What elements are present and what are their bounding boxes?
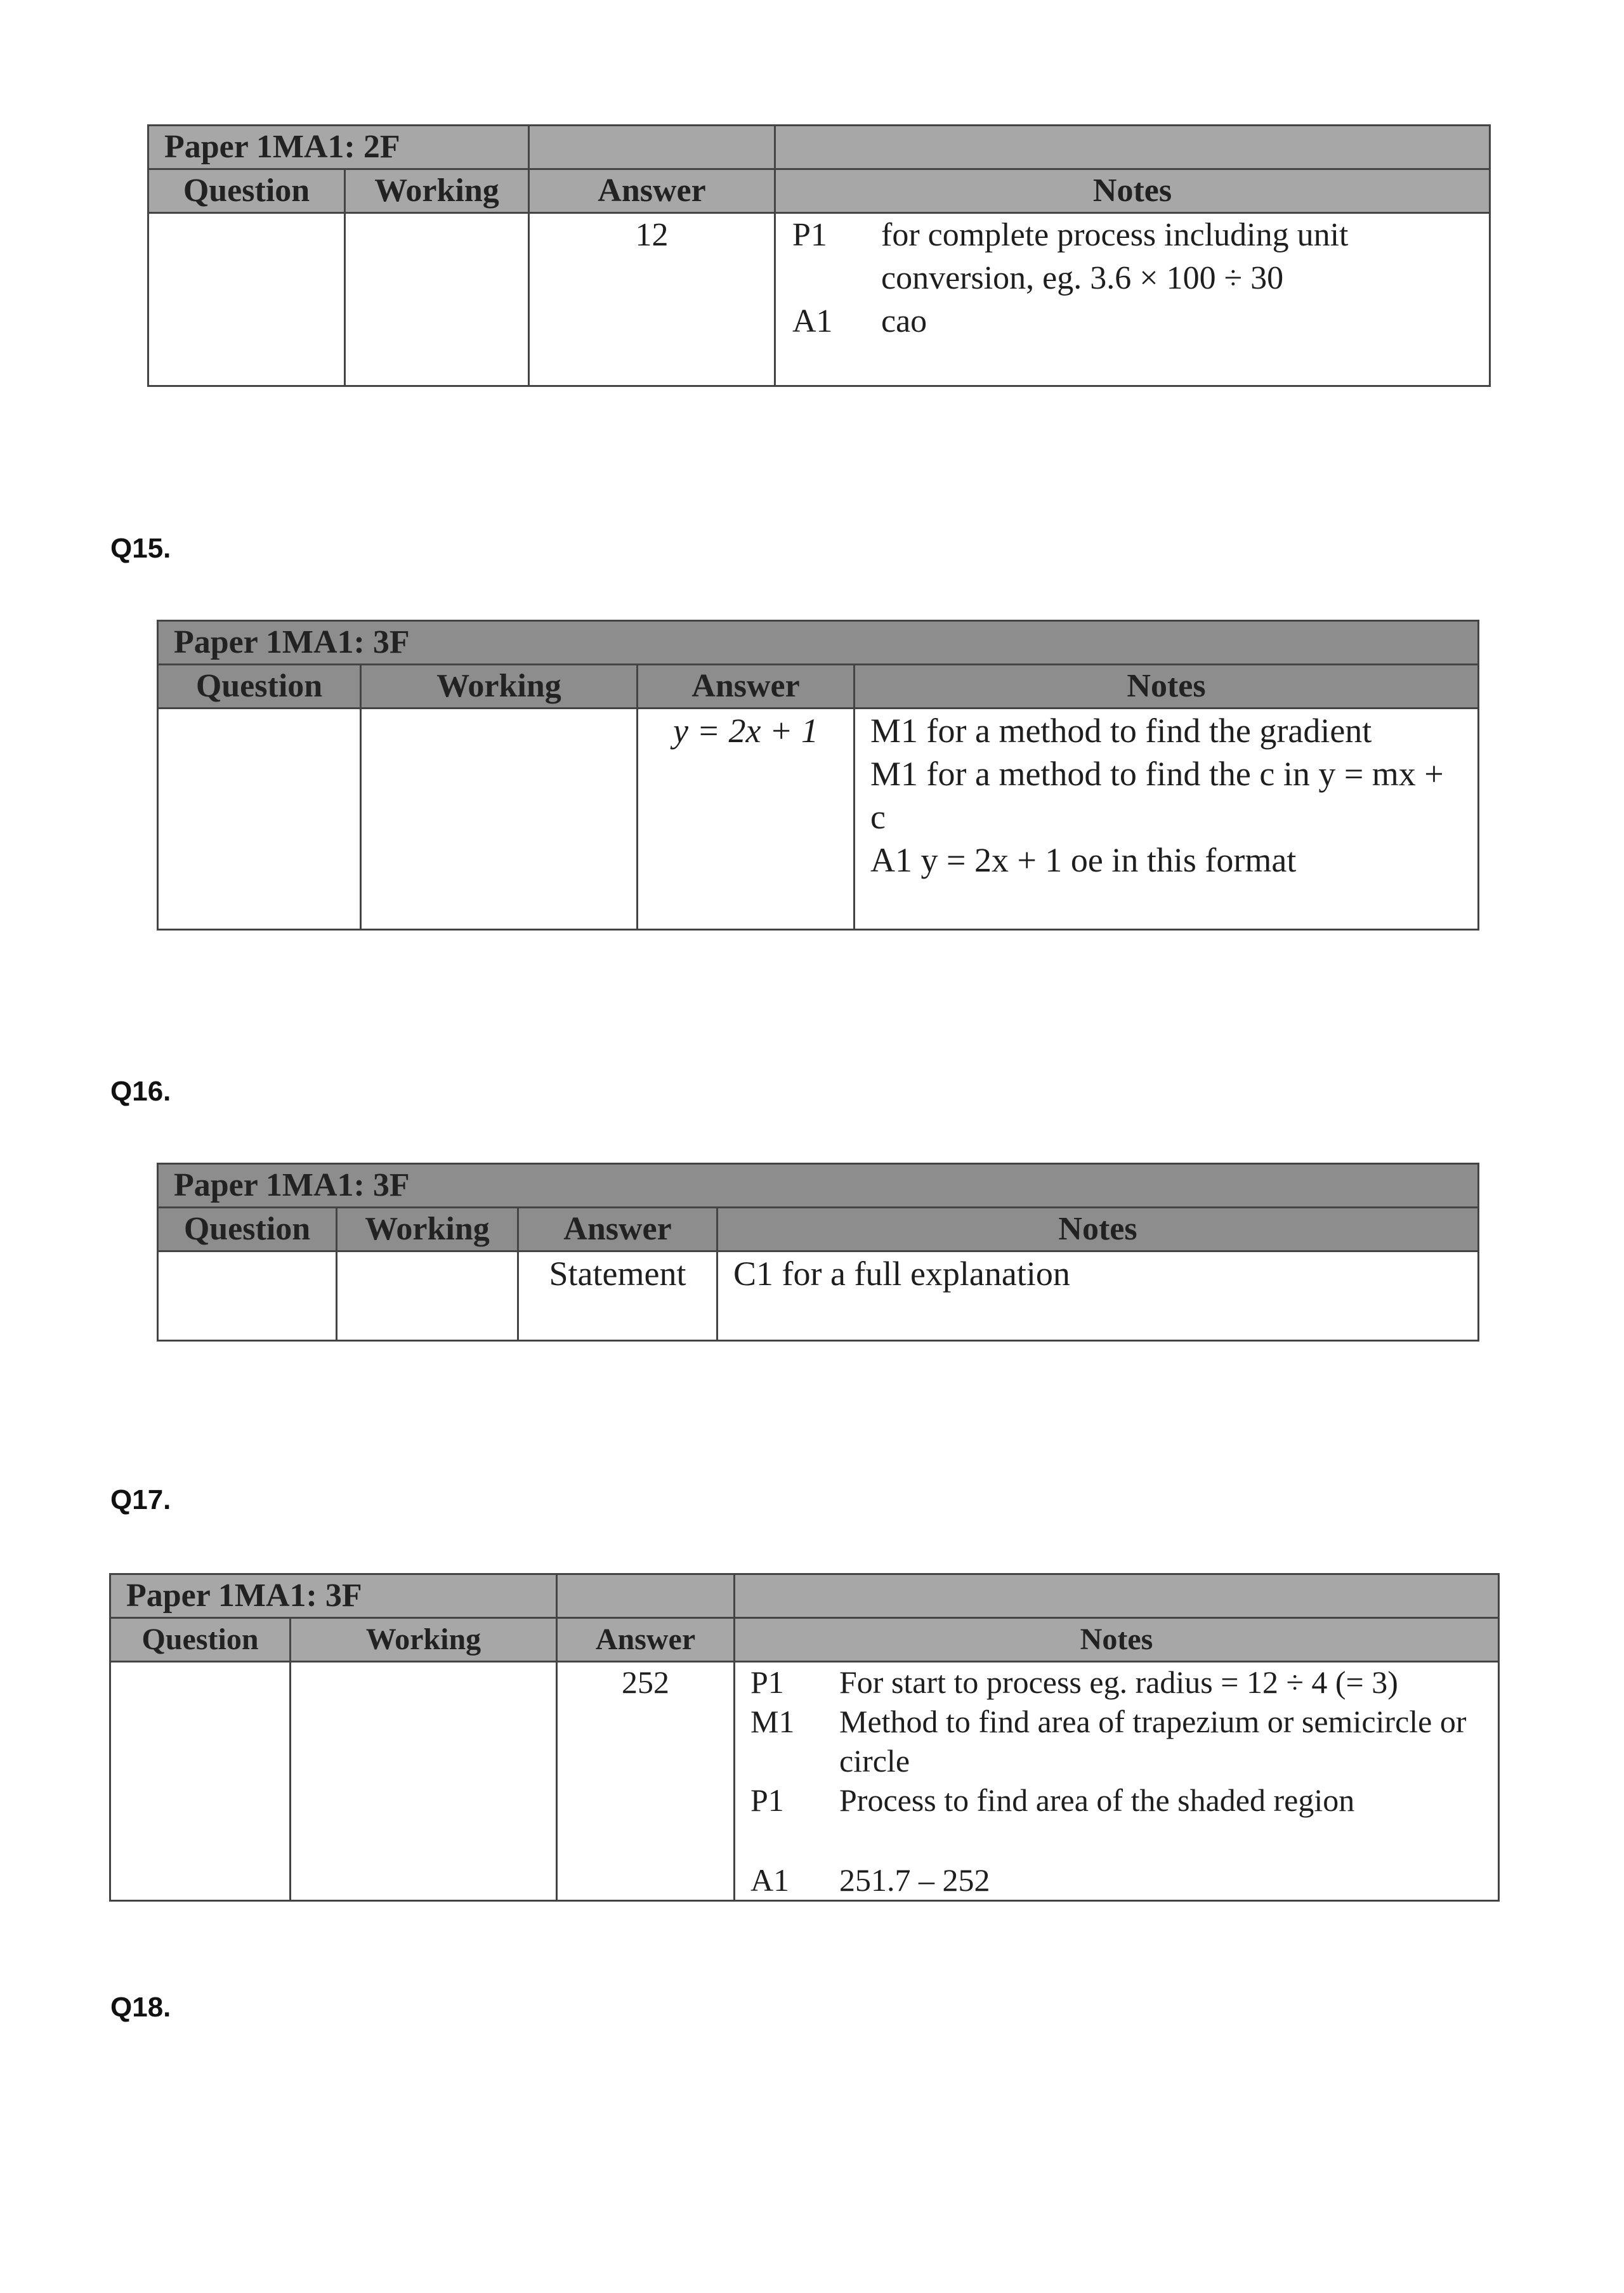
mark-code: M1	[750, 1704, 795, 1739]
header-notes: Notes	[775, 169, 1490, 213]
header-answer: Answer	[518, 1208, 717, 1251]
question-label-q18: Q18.	[110, 1992, 171, 2023]
header-notes: Notes	[855, 665, 1479, 709]
paper-blank-cell	[775, 126, 1490, 169]
paper-blank-cell	[735, 1574, 1499, 1618]
question-cell	[148, 213, 345, 386]
mark-note: For start to process eg. radius = 12 ÷ 4 (= 3)	[839, 1664, 1398, 1700]
working-cell	[337, 1251, 518, 1341]
q15-markscheme-table	[157, 620, 1479, 931]
mark-note: C1 for a full explanation	[733, 1255, 1070, 1293]
answer-cell: y = 2x + 1	[638, 709, 855, 930]
header-working: Working	[291, 1618, 557, 1662]
question-label-q17: Q17.	[110, 1484, 171, 1515]
header-question: Question	[158, 665, 361, 709]
header-answer: Answer	[557, 1618, 735, 1662]
paper-title: Paper 1MA1: 3F	[158, 1164, 1479, 1208]
mark-note: M1 for a method to find the c in y = mx + c	[870, 755, 1444, 836]
header-question: Question	[158, 1208, 337, 1251]
answer-cell: 12	[529, 213, 775, 386]
question-cell	[110, 1662, 291, 1901]
notes-cell	[717, 1251, 1479, 1341]
mark-code: P1	[750, 1664, 784, 1700]
answer-cell: Statement	[518, 1251, 717, 1341]
question-label-q16: Q16.	[110, 1076, 171, 1107]
mark-note: Process to find area of the shaded region	[839, 1782, 1355, 1818]
working-cell	[361, 709, 638, 930]
paper-title: Paper 1MA1: 3F	[158, 621, 1479, 665]
header-working: Working	[345, 169, 529, 213]
mark-note: A1 y = 2x + 1 oe in this format	[870, 841, 1297, 879]
q16-markscheme-table	[157, 1163, 1479, 1342]
header-answer: Answer	[529, 169, 775, 213]
header-notes: Notes	[717, 1208, 1479, 1251]
mark-note: M1 for a method to find the gradient	[870, 712, 1372, 750]
working-cell	[291, 1662, 557, 1901]
mark-code: A1	[792, 303, 833, 339]
mark-code: P1	[750, 1782, 784, 1818]
question-cell	[158, 1251, 337, 1341]
mark-code: A1	[750, 1862, 790, 1898]
paper-title: Paper 1MA1: 2F	[148, 126, 529, 169]
header-question: Question	[110, 1618, 291, 1662]
working-cell	[345, 213, 529, 386]
question-cell	[158, 709, 361, 930]
notes-cell	[855, 709, 1479, 930]
answer-cell: 252	[557, 1662, 735, 1901]
paper-blank-cell	[529, 126, 775, 169]
header-working: Working	[361, 665, 638, 709]
header-working: Working	[337, 1208, 518, 1251]
mark-code: P1	[792, 217, 827, 253]
paper-title: Paper 1MA1: 3F	[110, 1574, 557, 1618]
q14-markscheme-table	[147, 124, 1491, 387]
header-notes: Notes	[735, 1618, 1499, 1662]
question-label-q15: Q15.	[110, 533, 171, 564]
mark-note: 251.7 – 252	[839, 1862, 990, 1898]
mark-note: cao	[881, 303, 927, 339]
mark-note: Method to find area of trapezium or semicircle or circle	[839, 1704, 1467, 1779]
paper-blank-cell	[557, 1574, 735, 1618]
q17-markscheme-table	[109, 1573, 1500, 1902]
notes-cell	[735, 1662, 1499, 1901]
mark-note: for complete process including unit conversion, eg. 3.6 × 100 ÷ 30	[881, 217, 1349, 296]
header-question: Question	[148, 169, 345, 213]
header-answer: Answer	[638, 665, 855, 709]
notes-cell	[775, 213, 1490, 386]
